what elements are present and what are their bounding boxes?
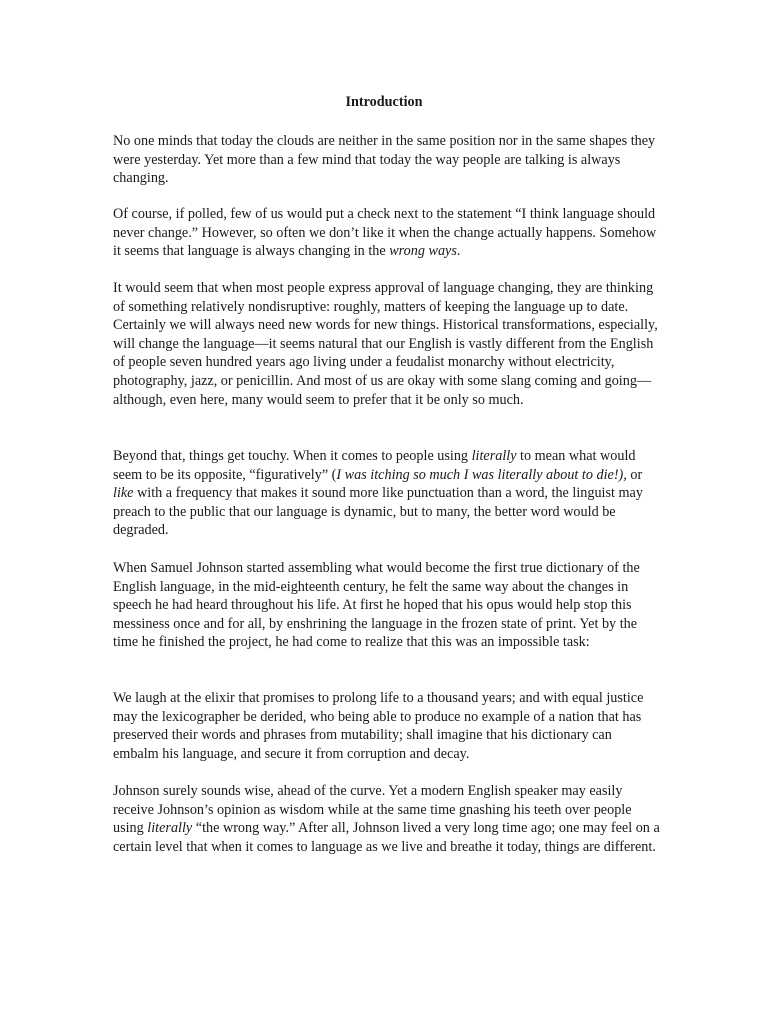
text-segment: We laugh at the elixir that promises to prolong life to a thousand years; and with equal justice may the lexicographer be derided, who being able to produce no example of a nation that has preserved their words and phrases from mutability; shall imagine that his dictionary can embalm his language, and secure it from corruption and decay. [113, 690, 644, 762]
italic-text-segment: like [113, 485, 134, 502]
text-segment: , or [623, 466, 643, 483]
paragraph-7 [113, 782, 661, 856]
text-segment: “the wrong way.” After all, Johnson lived a very long time ago; one may feel on a certain level that when it comes to language as we live and breathe it today, things are different. [113, 820, 660, 855]
italic-text-segment: wrong ways [389, 243, 457, 260]
block-quote [113, 689, 661, 763]
paragraph-3 [113, 279, 661, 409]
paragraph-2 [113, 205, 661, 261]
italic-text-segment: literally [471, 448, 517, 464]
text-segment: Of course, if polled, few of us would put a check next to the statement “I think language should never change.” However, so often we don’t like it when the change actually happens. Somehow it seems that language is always changing in the [113, 206, 657, 260]
page-title: Introduction [345, 94, 423, 110]
italic-text-segment: literally [147, 820, 193, 837]
paragraph-1 [113, 132, 661, 188]
text-segment: Beyond that, things get touchy. When it comes to people using [113, 448, 472, 464]
text-segment: Johnson surely sounds wise, ahead of the curve. Yet a modern English speaker may easily receive Johnson’s opinion as wisdom while at the same time gnashing his teeth over people using [113, 783, 632, 837]
paragraph-5 [113, 559, 661, 652]
paragraph-4 [113, 447, 661, 540]
text-segment: No one minds that today the clouds are neither in the same position nor in the same shapes they were yesterday. Yet more than a few mind that today the way people are talking is always changing. [113, 133, 656, 187]
text-segment: with a frequency that makes it sound more like punctuation than a word, the linguist may preach to the public that our language is dynamic, but to many, the better word would be degraded. [113, 485, 643, 539]
text-segment: When Samuel Johnson started assembling what would become the first true dictionary of the English language, in the mid-eighteenth century, he felt the same way about the changes in speech he had heard throughout his life. At first he hoped that his opus would help stop this messiness once and for all, by enshrining the language in the frozen state of print. Yet by the time he finished the project, he had come to realize that this was an impossible task: [113, 560, 640, 651]
text-segment: It would seem that when most people express approval of language changing, they are thinking of something relatively nondisruptive: roughly, matters of keeping the language up to date. Certainly we will always need new words for new things. Historical transformations, especially, will change the language—it seems natural that our English is vastly different from the English of people seven hundred years ago living under a feudalist monarchy without electricity, photography, jazz, or penicillin. And most of us are okay with some slang coming and going—although, even here, many would seem to prefer that it be only so much. [113, 280, 658, 408]
italic-text-segment: I was itching so much I was literally about to die!) [336, 466, 624, 483]
text-segment: to mean what would seem to be its opposite, “figuratively” ( [113, 448, 636, 483]
text-segment: . [456, 243, 461, 260]
